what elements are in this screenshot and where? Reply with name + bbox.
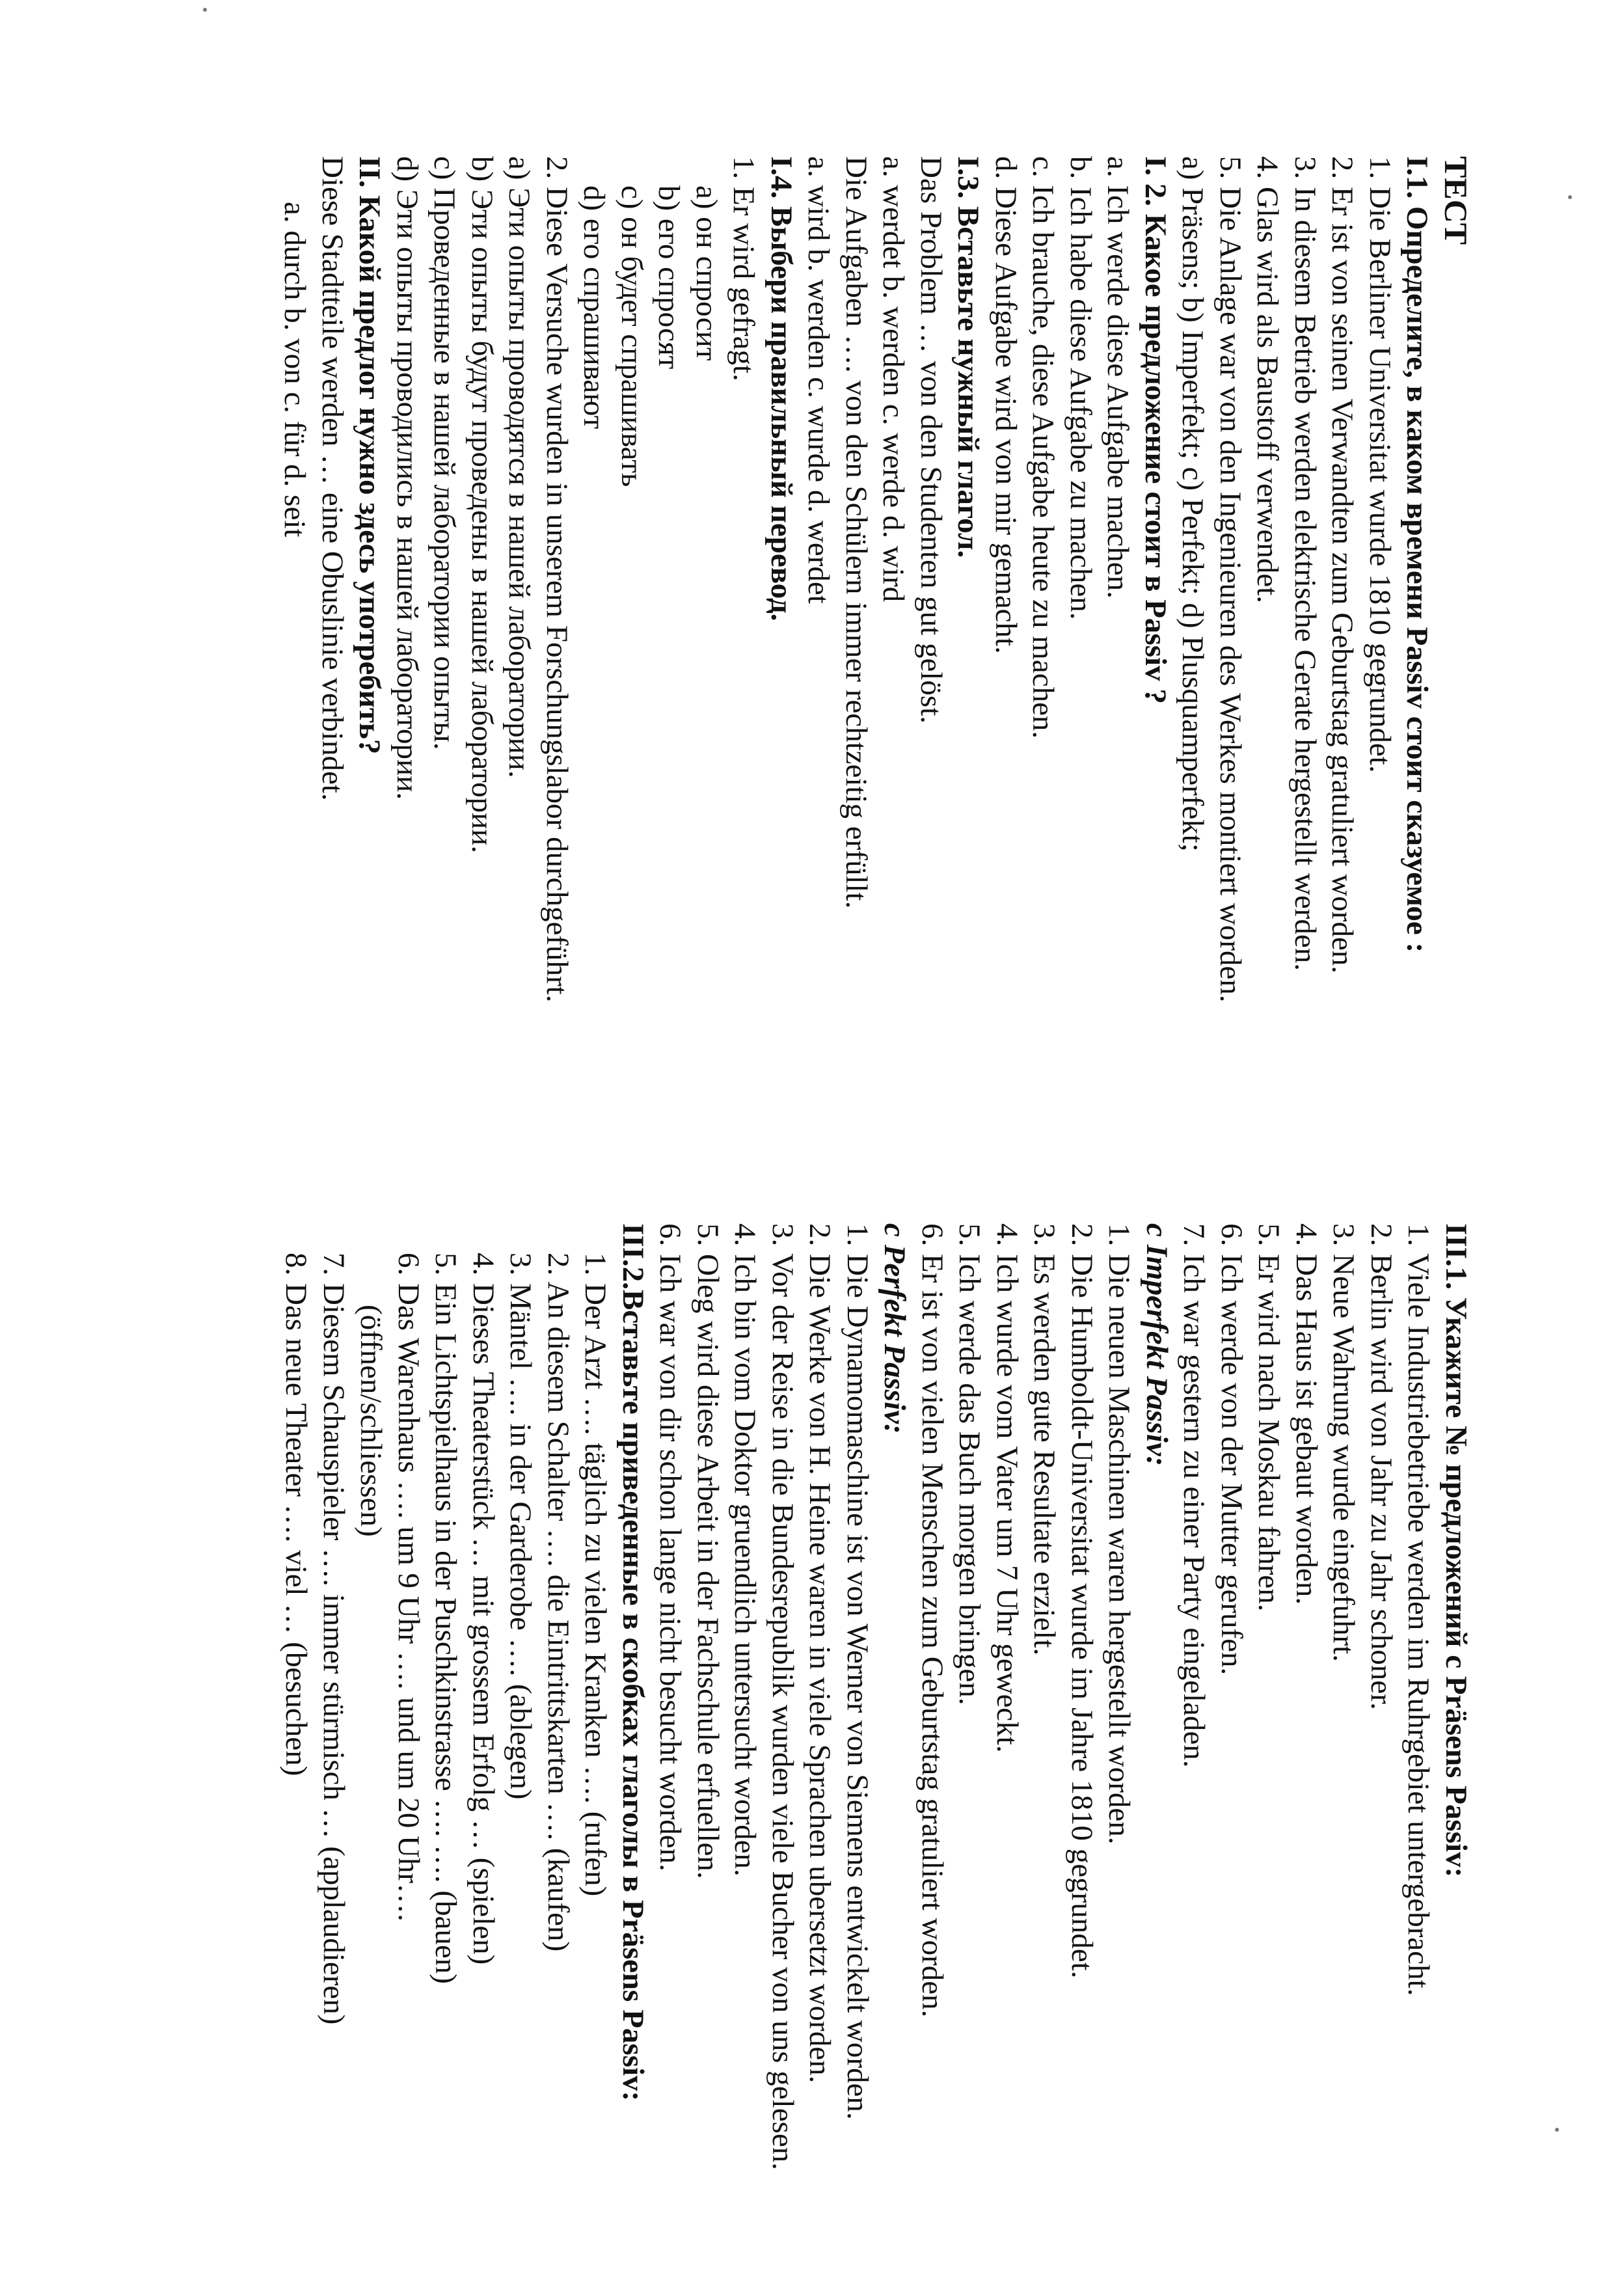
list-item: 1. Er wird gefragt. <box>727 156 761 381</box>
list-item: 4. Glas wird als Baustoff verwendet. <box>1251 156 1285 604</box>
list-item-continuation: (öffnen/schliessen) <box>354 1305 388 1537</box>
list-item: a. Ich werde diese Aufgabe machen. <box>1101 156 1135 599</box>
list-item: 8. Das neue Theater …. viel … (besuchen) <box>279 1253 314 1776</box>
list-item: 4. Das Haus ist gebaut worden. <box>1290 1223 1323 1605</box>
list-item: 2. Er ist von seinen Verwandten zum Geburtstag gratuliert worden. <box>1325 156 1360 974</box>
list-item: Diese Stadtteile werden … eine Obuslinie verbindet. <box>316 156 349 801</box>
list-item: Das Problem … von den Studenten gut gelöst. <box>914 156 948 724</box>
list-item: 1. Die Berliner Universitat wurde 1810 gegrundet. <box>1363 156 1397 773</box>
list-item: 1. Die Dynamomaschine ist von Werner von Siemens entwickelt worden. <box>841 1223 874 2120</box>
section-heading: I.3. Вставьте нужный глагол. <box>951 156 986 558</box>
list-item: d. Diese Aufgabe wird von mir gemacht. <box>989 156 1023 654</box>
list-item: 5. Oleg wird diese Arbeit in der Fachschule erfuellen. <box>691 1223 725 1879</box>
list-item: 2. Diese Versuche wurden in unserem Forschungslabor durchgeführt. <box>540 156 574 1003</box>
list-item: 6. Das Warenhaus …. um 9 Uhr …. und um 20 Uhr…. <box>392 1253 426 1922</box>
section-heading: III.2.Вставьте приведенные в скобках глаголы в Präsens Passiv: <box>616 1223 650 2102</box>
answer-option: d) его спрашивают <box>577 185 612 429</box>
list-item: 7. Diesem Schauspieler …. immer stürmisch … (applaudieren) <box>317 1253 351 2025</box>
list-item: 2. An diesem Schalter …. die Eintrittskarten …. (kaufen) <box>541 1253 575 1952</box>
answer-option: d) Эти опыты проводились в нашей лаборатории. <box>390 156 424 800</box>
list-item: 3. Es werden gute Resultate erzielt. <box>1027 1223 1062 1656</box>
list-item: 5. Er wird nach Moskau fahren. <box>1252 1223 1286 1612</box>
section-heading: III.1. Укажите № предложений с Präsens Passiv: <box>1439 1223 1473 1878</box>
answer-option: b) его спросят <box>652 185 686 370</box>
list-item: 3. Neue Wahrung wurde eingefuhrt. <box>1327 1223 1361 1663</box>
list-item: 1. Viele Industriebetriebe werden im Ruhrgebiet untergebracht. <box>1401 1223 1436 1996</box>
section-heading: с Perfekt Passiv: <box>878 1223 912 1434</box>
left-column <box>276 156 1474 1067</box>
answer-option: b) Эти опыты будут проведены в нашей лаборатории. <box>465 156 499 854</box>
scan-speck <box>203 8 207 12</box>
answer-option: c) Проведенные в нашей лаборатории опыты. <box>427 156 462 750</box>
answer-options: a. wird b. werden c. wurde d. werdet <box>802 156 836 604</box>
section-heading: с Imperfekt Passiv: <box>1140 1223 1174 1467</box>
list-item: 6. Er ist von vielen Menschen zum Geburtstag gratuliert worden. <box>915 1223 949 2018</box>
list-item: c. Ich brauche, diese Aufgabe heute zu machen. <box>1026 156 1061 739</box>
list-item: 1. Der Arzt …. täglich zu vielen Kranken …. (rufen) <box>578 1253 613 1897</box>
section-heading: I. 2. Какое предложение стоит в Passiv ? <box>1139 156 1172 704</box>
list-item: 7. Ich war gestern zu einer Party eingeladen. <box>1177 1223 1211 1768</box>
list-item: 6. Ich werde von der Mutter gerufen. <box>1215 1223 1249 1676</box>
answer-options: a. werdet b. werden c. werde d. wird <box>876 156 911 603</box>
list-item: Die Aufgaben …. von den Schülern immer rechtzeitig erfüllt. <box>839 156 873 909</box>
answer-options: a. durch b. von c. für d. seit <box>278 202 312 537</box>
list-item: 2. Die Werke von H. Heine waren in viele Sprachen ubersetzt worden. <box>803 1223 837 2084</box>
right-column <box>277 1223 1474 2219</box>
section-heading: II. Какой предлог нужно здесь употребить? <box>353 156 387 755</box>
list-item: 5. Ich werde das Buch morgen bringen. <box>953 1223 987 1705</box>
list-item: b. Ich habe diese Aufgabe zu machen. <box>1064 156 1098 620</box>
list-item: 4. Ich bin vom Doktor gruendlich untersucht worden. <box>728 1223 763 1877</box>
list-item: 5. Die Anlage war von den Ingenieuren des Werkes montiert worden. <box>1213 156 1247 1003</box>
answer-option: a) Эти опыты проводятся в нашей лаборатории. <box>502 156 537 778</box>
list-item: 3. In diesem Betrieb werden elektrische Gerate hergestellt werden. <box>1288 156 1322 971</box>
list-item: 3. Vor der Reise in die Bundesrepublik wurden viele Bucher von uns gelesen. <box>766 1223 800 2170</box>
answer-options: a) Präsens; b) Imperfekt; c) Perfekt; d) Plusquamperfekt; <box>1176 156 1210 852</box>
list-item: 2. Berlin wird von Jahr zu Jahr schoner. <box>1364 1223 1398 1710</box>
list-item: 4. Dieses Theaterstück … mit grossem Erfolg … (spielen) <box>467 1253 500 1965</box>
scan-speck <box>1568 195 1572 199</box>
page-title: ТЕСТ <box>1438 156 1474 245</box>
section-heading: I.1. Определите, в каком времени Passiv стоит сказуемое : <box>1400 156 1435 953</box>
answer-option: a) он спросит <box>690 185 724 361</box>
scan-speck <box>1555 2128 1559 2132</box>
list-item: 1. Die neuen Maschinen waren hergestellt worden. <box>1102 1223 1137 1845</box>
list-item: 4. Ich wurde vom Vater um 7 Uhr geweckt. <box>990 1223 1024 1753</box>
list-item: 5. Ein Lichtspielhaus in der Puschkinstrasse …. …. (bauen) <box>429 1253 463 1984</box>
list-item: 6. Ich war von dir schon lange nicht besucht worden. <box>653 1223 688 1871</box>
section-heading: I.4. Выбери правильный перевод. <box>765 156 798 621</box>
answer-option: c) он будет спрашивать <box>615 185 649 487</box>
list-item: 3. Mäntel …. in der Garderobe …. (ablegen) <box>504 1253 538 1800</box>
list-item: 2. Die Humboldt-Universitat wurde im Jahre 1810 gegrundet. <box>1065 1223 1099 1979</box>
